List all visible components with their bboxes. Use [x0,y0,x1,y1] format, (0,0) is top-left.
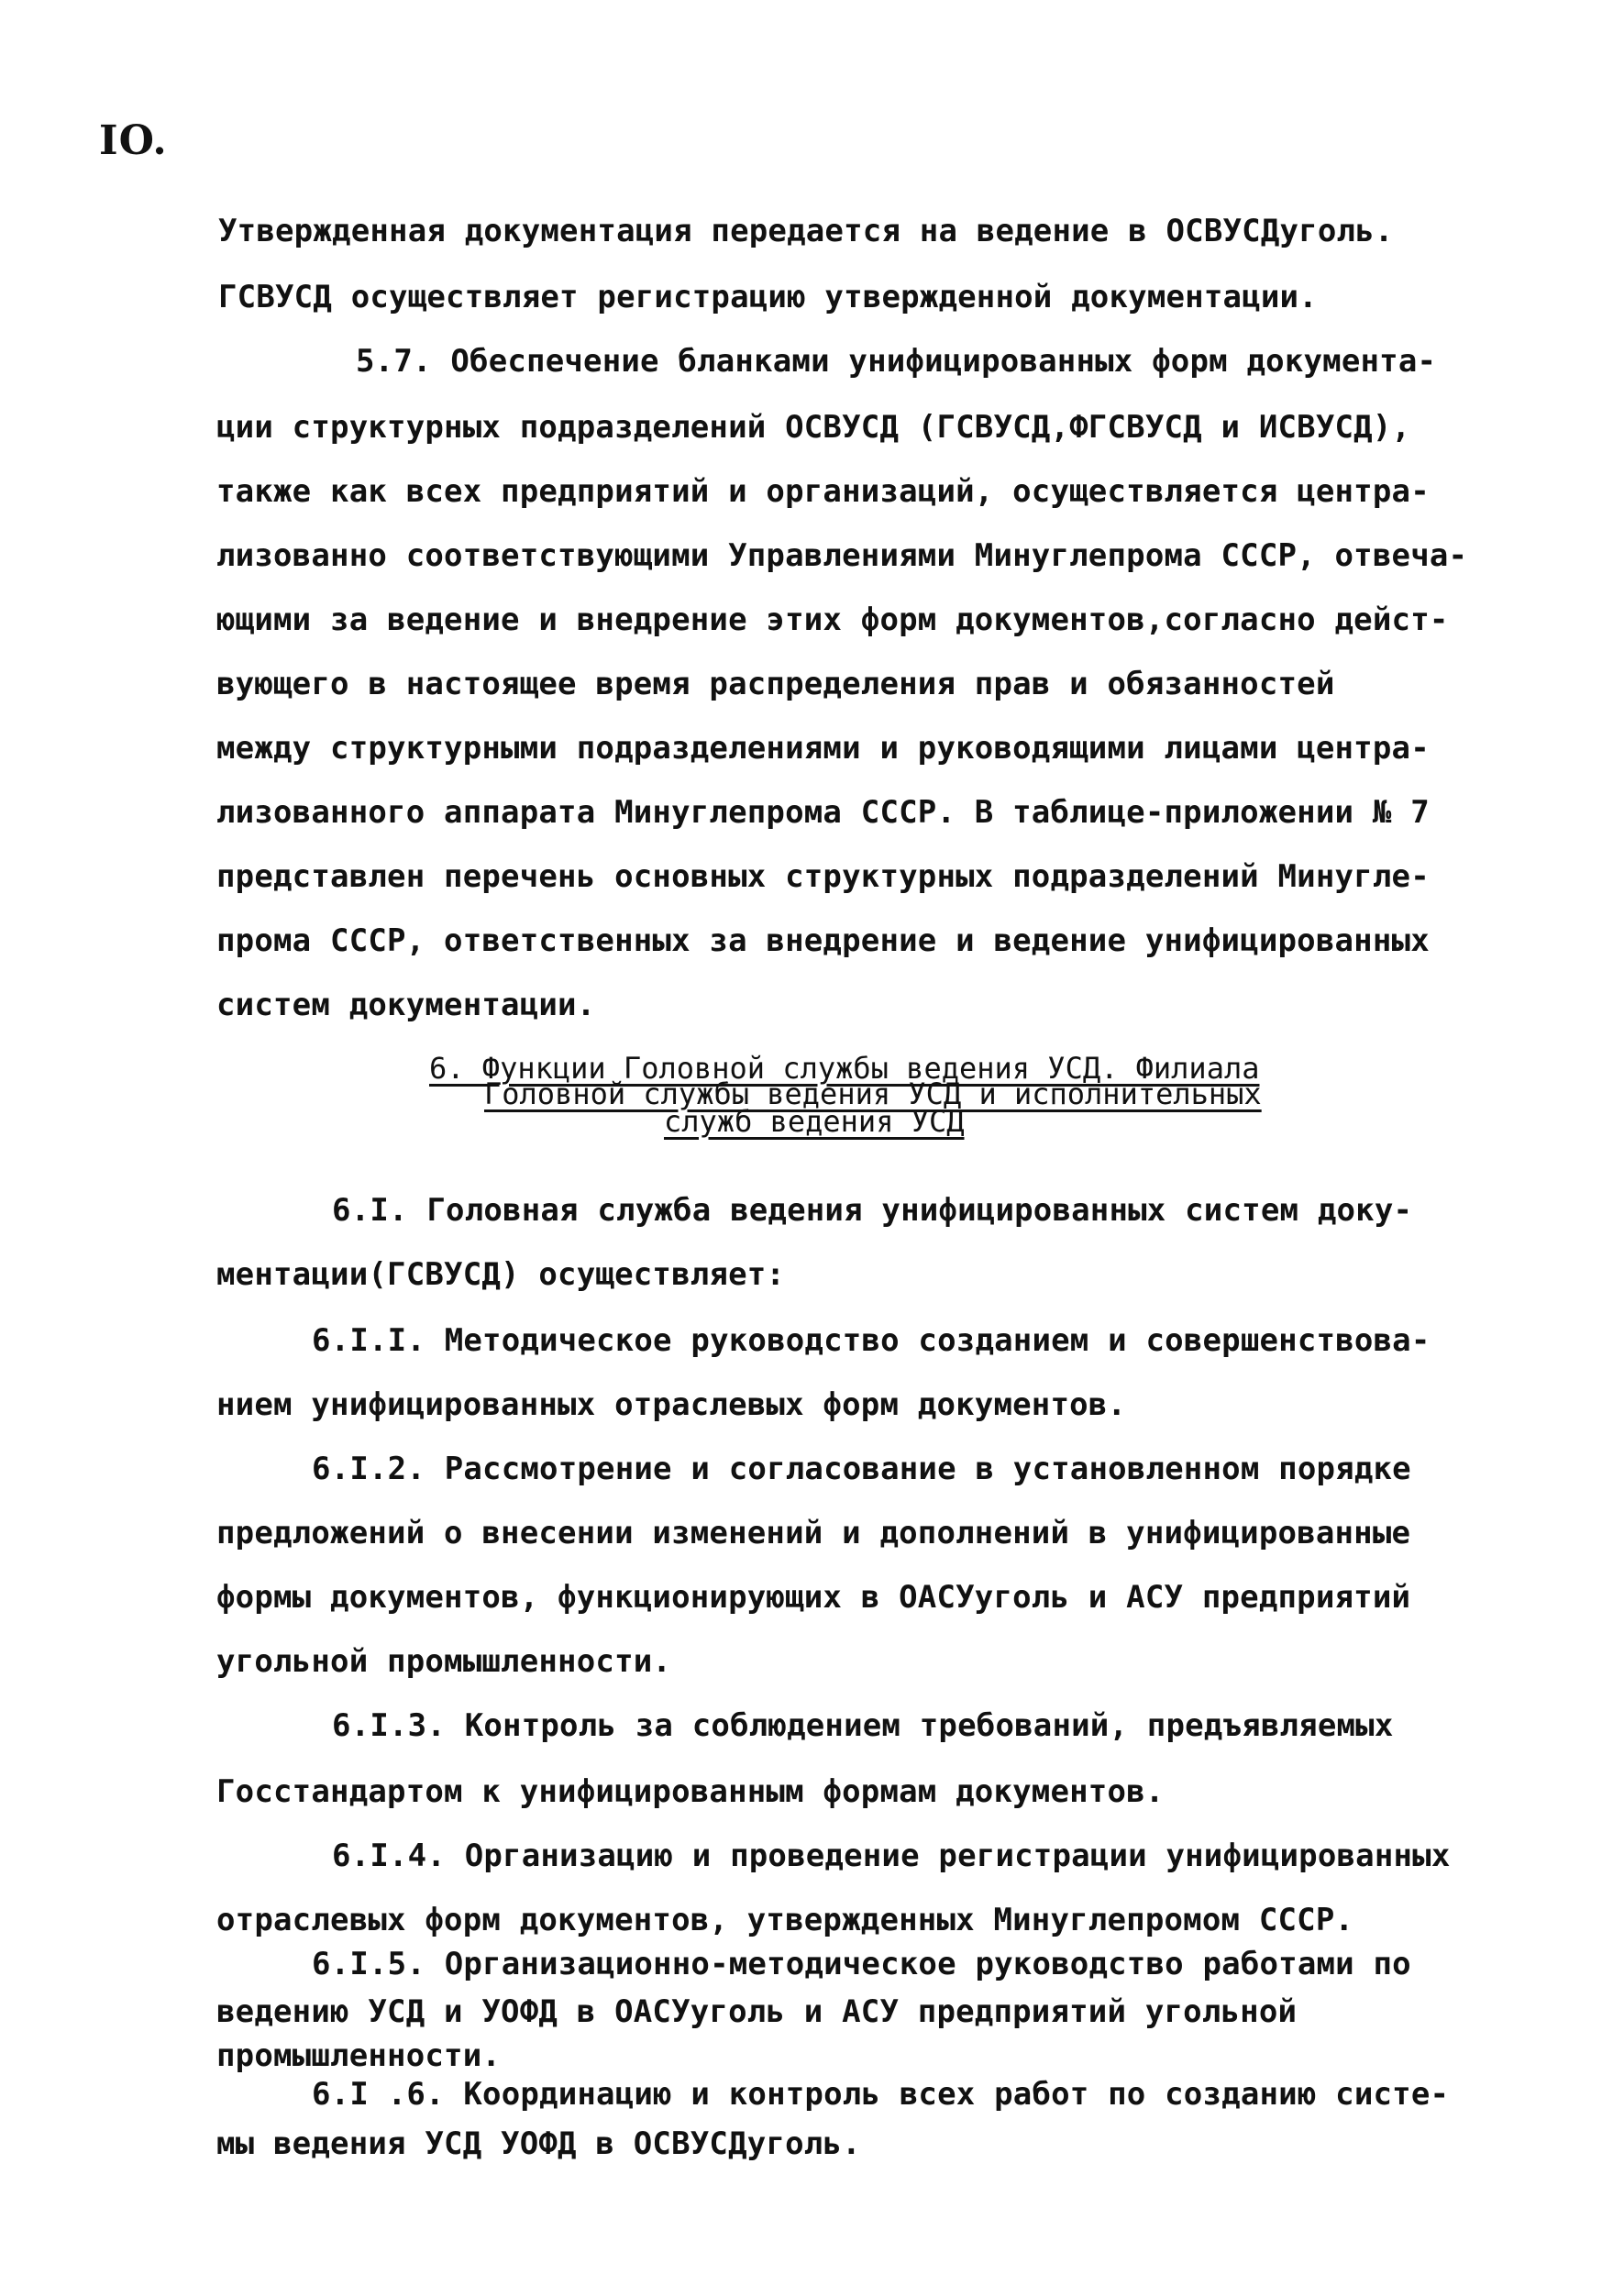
section-6-line-4: нием унифицированных отраслевых форм документов. [216,1386,1127,1423]
body-line-9: между структурными подразделениями и руководящими лицами центра- [216,730,1430,767]
section-6-line-2: ментации(ГСВУСД) осуществляет: [216,1256,786,1293]
section-6-line-10: Госстандартом к унифицированным формам документов. [216,1773,1165,1810]
section-6-line-7: формы документов, функционирующих в ОАСУуголь и АСУ предприятий [216,1579,1411,1616]
section-6-line-17: мы ведения УСД УОФД в ОСВУСДуголь. [216,2125,861,2162]
body-line-11: представлен перечень основных структурных подразделений Минугле- [216,858,1430,895]
body-line-4: ции структурных подразделений ОСВУСД (ГСВУСД,ФГСВУСД и ИСВУСД), [216,409,1411,446]
section-6-heading-line-3: служб ведения УСД [664,1104,965,1139]
section-6-line-6: предложений о внесении изменений и дополнений в унифицированные [216,1515,1411,1551]
body-line-12: прома СССР, ответственных за внедрение и ведение унифицированных [216,922,1430,959]
section-6-line-12: отраслевых форм документов, утвержденных Минуглепромом СССР. [216,1902,1354,1938]
body-line-1: Утвержденная документация передается на ведение в ОСВУСДуголь. [218,213,1394,249]
body-line-2: ГСВУСД осуществляет регистрацию утвержденной документации. [218,279,1318,315]
page-number: IO. [99,117,168,164]
body-line-13: систем документации. [216,987,596,1023]
body-line-5: также как всех предприятий и организаций, осуществляется центра- [216,473,1430,510]
section-6-heading-line-1: 6. Функции Головной службы ведения УСД. Филиала [429,1051,1260,1086]
body-line-8: вующего в настоящее время распределения прав и обязанностей [216,666,1335,702]
body-line-6: лизованно соответствующими Управлениями Минуглепрома СССР, отвеча- [216,537,1468,574]
section-6-line-1: 6.I. Головная служба ведения унифицированных систем доку- [332,1192,1413,1229]
section-6-line-16: 6.I .6. Координацию и контроль всех работ по созданию систе- [312,2076,1450,2113]
body-line-7: ющими за ведение и внедрение этих форм документов,согласно дейст- [216,602,1449,638]
section-6-line-15: промышленности. [216,2037,502,2074]
section-6-line-5: 6.I.2. Рассмотрение и согласование в установленном порядке [312,1451,1411,1487]
body-line-3: 5.7. Обеспечение бланками унифицированных форм документа- [356,343,1437,380]
section-6-line-13: 6.I.5. Организационно-методическое руководство работами по [312,1946,1411,1982]
section-6-line-9: 6.I.3. Контроль за соблюдением требований, предъявляемых [332,1707,1394,1744]
body-line-10: лизованного аппарата Минуглепрома СССР. В таблице-приложении № 7 [216,794,1430,831]
section-6-line-14: ведению УСД и УОФД в ОАСУуголь и АСУ предприятий угольной [216,1993,1298,2030]
section-6-line-3: 6.I.I. Методическое руководство созданием и совершенствова- [312,1322,1431,1359]
section-6-line-8: угольной промышленности. [216,1643,672,1680]
section-6-heading-line-2: Головной службы ведения УСД и исполнительных [484,1076,1262,1111]
section-6-line-11: 6.I.4. Организацию и проведение регистрации унифицированных [332,1838,1451,1874]
